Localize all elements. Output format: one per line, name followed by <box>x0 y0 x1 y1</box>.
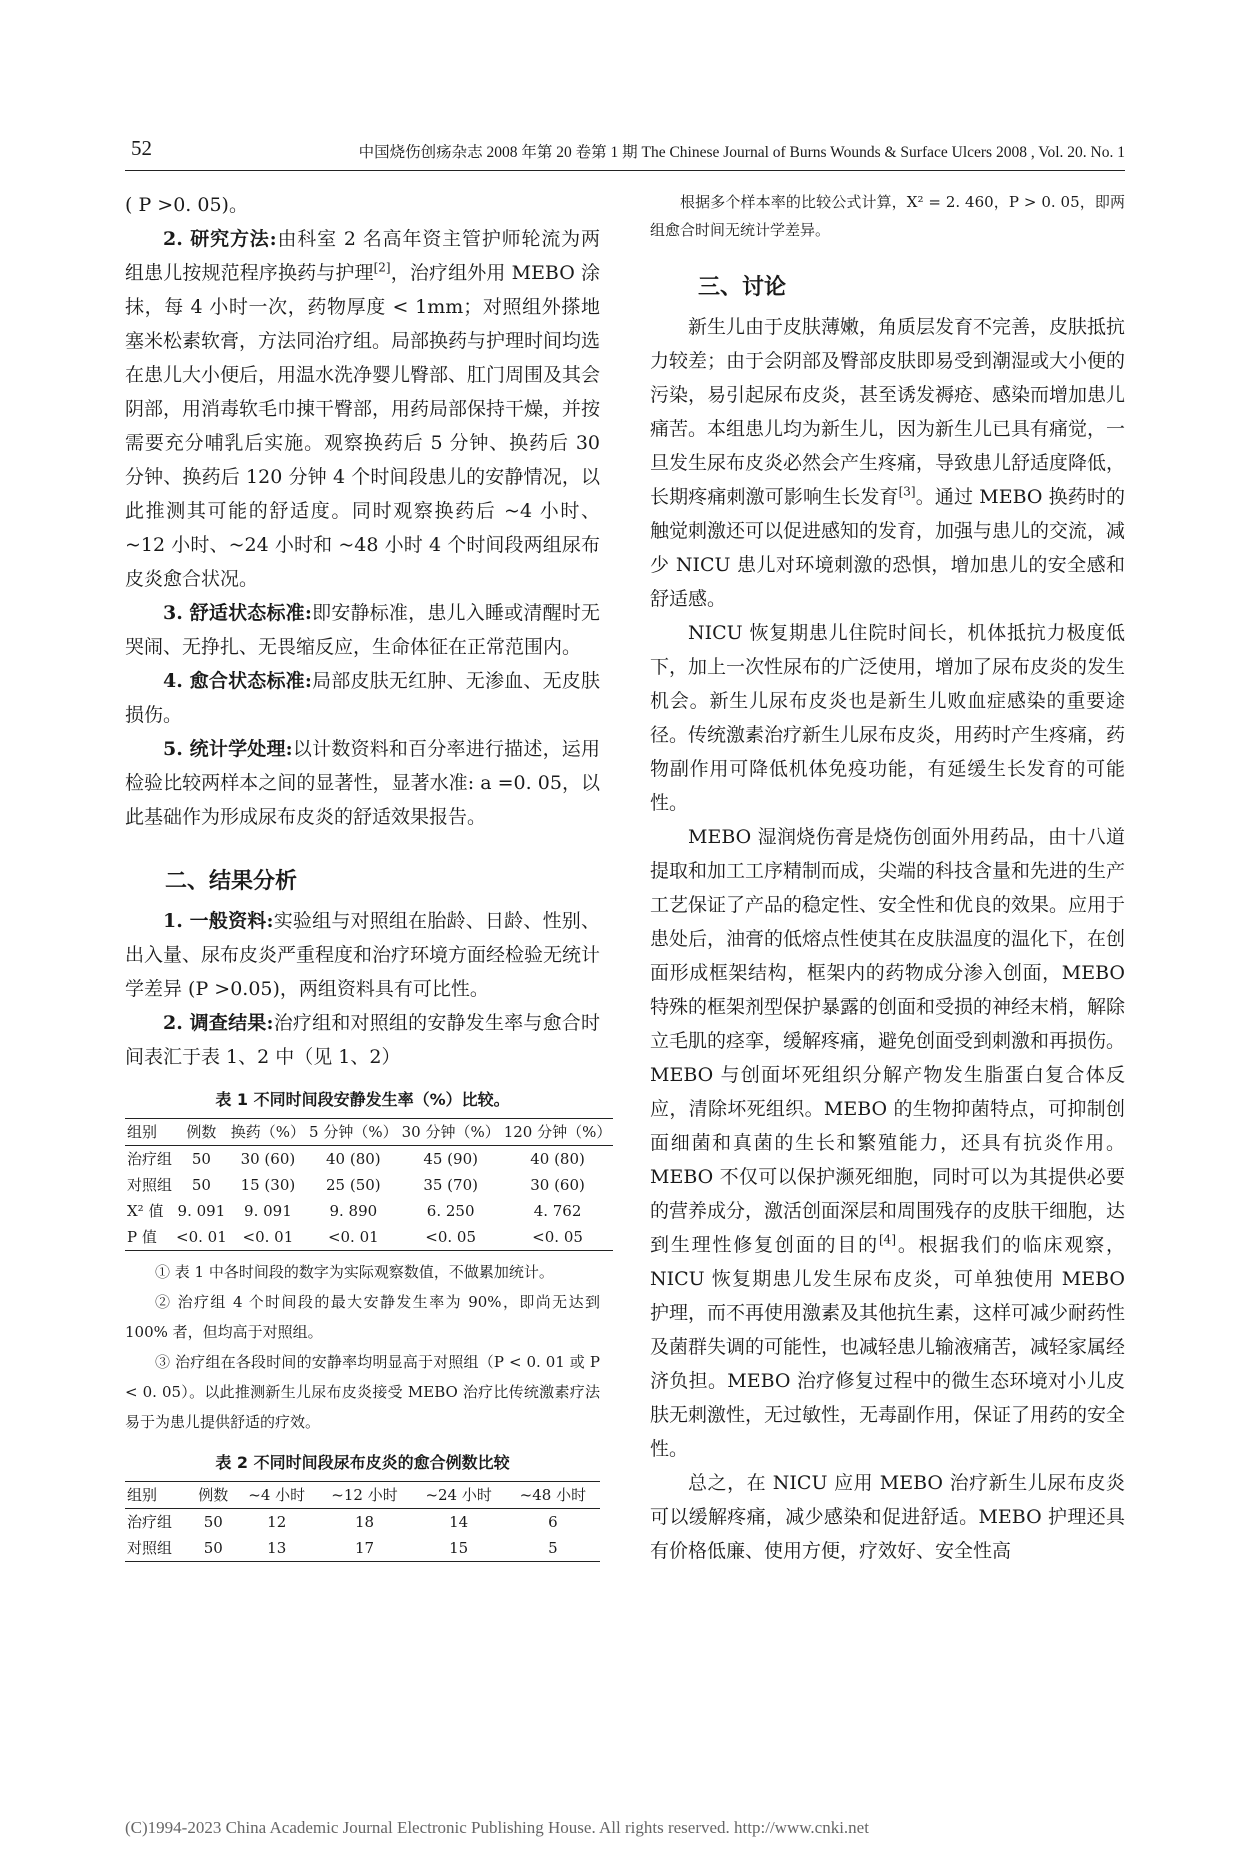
table-header-row <box>125 1482 600 1509</box>
paragraph-text: ，治疗组外用 MEBO 涂抹，每 4 小时一次，药物厚度 < 1mm；对照组外搽地塞米松素软膏，方法同治疗组。局部换药与护理时间均选在患儿大小便后，用温水洗净婴儿臀部、肛门周围及其会阴部，用消毒软毛巾㨂干臀部，用药局部保持干燥，并按需要充分哺乳后实施。观察换药后 5 分钟、换药后 30 分钟、换药后 120 分钟 4 个时间段患儿的安静情况，以此推测其可能的舒适度。同时观察换药后 ~4 小时、~12 小时、~24 小时和 ~48 小时 4 个时间段两组尿布皮炎愈合状况。 <box>125 262 601 590</box>
page-header <box>125 136 1125 171</box>
subsection-title: 1. 一般资料: <box>163 910 274 932</box>
table-cell: 50 <box>191 1150 211 1168</box>
table-cell: 40 (80) <box>325 1150 381 1168</box>
section-heading-discussion: 三、讨论 <box>698 274 787 300</box>
table-cell: 13 <box>267 1539 287 1557</box>
table-row <box>125 1224 613 1251</box>
subsection-title: 4. 愈合状态标准: <box>163 670 312 692</box>
table-header-cell: 组别 <box>125 1119 174 1146</box>
table-header-cell: ~48 小时 <box>506 1482 600 1509</box>
table-cell: 50 <box>191 1176 211 1194</box>
page-number: 52 <box>131 136 152 160</box>
right-column <box>650 188 1125 1568</box>
table-cell: 对照组 <box>127 1176 173 1194</box>
paragraph-text: 。通过 MEBO 换药时的触觉刺激还可以促进感知的发育，加强与患儿的交流，减少 NICU 患儿对环境刺激的恐惧，增加患儿的安全感和舒适感。 <box>650 486 1126 610</box>
table-cell: 6 <box>548 1513 558 1531</box>
table-cell: 45 (90) <box>423 1150 478 1168</box>
paragraph-significance: 根据多个样本率的比较公式计算，X² = 2. 460，P > 0. 05，即两组愈合时间无统计学差异。 <box>650 193 1125 239</box>
table-row <box>125 1172 613 1198</box>
table1 <box>125 1118 613 1251</box>
table-cell: 治疗组 <box>127 1150 173 1168</box>
table-note: ① 表 1 中各时间段的数字为实际观察数值，不做累加统计。 <box>155 1263 554 1281</box>
table-header-cell: 组别 <box>125 1482 191 1509</box>
table-cell: 治疗组 <box>127 1513 173 1531</box>
table-header-cell: ~24 小时 <box>412 1482 506 1509</box>
paragraph: ( P >0. 05)。 <box>125 194 248 216</box>
table-cell: 35 (70) <box>423 1176 478 1194</box>
paragraph-healing-standard <box>125 664 600 732</box>
paragraph-text: 局部皮肤无红肿、无渗血、无皮肤损伤。 <box>125 670 600 726</box>
table-header-cell: ~4 小时 <box>236 1482 317 1509</box>
paragraph-text: 即安静标准，患儿入睡或清醒时无哭闹、无挣扎、无畏缩反应，生命体征在正常范围内。 <box>125 602 600 658</box>
subsection-title: 2. 调查结果: <box>163 1012 274 1034</box>
table-cell: 15 (30) <box>240 1176 296 1194</box>
paragraph-statistics <box>125 732 600 834</box>
subsection-title: 3. 舒适状态标准: <box>163 602 312 624</box>
paragraph-survey-results <box>125 1006 600 1074</box>
subsection-title: 2. 研究方法: <box>163 228 277 250</box>
paragraph-text: 实验组与对照组在胎龄、日龄、性别、出入量、尿布皮炎严重程度和治疗环境方面经检验无统计学差异 (P >0.05)，两组资料具有可比性。 <box>125 910 601 1000</box>
table-row <box>125 1509 600 1536</box>
table-header-cell: 120 分钟（%） <box>502 1119 614 1146</box>
table-header-cell: 例数 <box>174 1119 229 1146</box>
paragraph-general-data <box>125 904 600 1006</box>
citation[interactable]: [4] <box>879 1232 896 1247</box>
table-cell: 50 <box>203 1539 223 1557</box>
paragraph-text: MEBO 湿润烧伤膏是烧伤创面外用药品，由十八道提取和加工工序精制而成，尖端的科技含量和先进的生产工艺保证了产品的稳定性、安全性和优良的效果。应用于患处后，油膏的低熔点性使其在皮肤温度的温化下，在创面形成框架结构，框架内的药物成分渗入创面，MEBO 特殊的框架剂型保护暴露的创面和受损的神经末梢，解除立毛肌的痉挛，缓解疼痛，避免创面受到刺激和再损伤。MEBO 与创面坏死组织分解产物发生脂蛋白复合体反应，清除坏死组织。MEBO 的生物抑菌特点，可抑制创面细菌和真菌的生长和繁殖能力，还具有抗炎作用。MEBO 不仅可以保护濒死细胞，同时可以为其提供必要的营养成分，激活创面深层和周围残存的皮肤干细胞，达到生理性修复创面的目的 <box>650 826 1126 1256</box>
table-cell: 30 (60) <box>240 1150 296 1168</box>
citation[interactable]: [3] <box>898 484 916 499</box>
table-cell: 50 <box>203 1513 223 1531</box>
table-cell: 9. 091 <box>177 1202 226 1220</box>
table-cell: 15 <box>449 1539 469 1557</box>
left-column <box>125 188 612 1562</box>
table-cell: 6. 250 <box>426 1202 475 1220</box>
table-cell: 18 <box>354 1513 375 1531</box>
table-cell: 17 <box>354 1539 375 1557</box>
table-header-cell: 换药（%） <box>229 1119 307 1146</box>
paragraph-text: 新生儿由于皮肤薄嫩，角质层发育不完善，皮肤抵抗力较差；由于会阴部及臀部皮肤即易受到潮湿或大小便的污染，易引起尿布皮炎，甚至诱发褥疮、感染而增加患儿痛苦。本组患儿均为新生儿，因为新生儿已具有痛觉，一旦发生尿布皮炎必然会产生疼痛，导致患儿舒适度降低，长期疼痛刺激可影响生长发育 <box>650 316 1126 508</box>
section-heading-results: 二、结果分析 <box>165 868 298 894</box>
journal-running-head: 中国烧伤创疡杂志 2008 年第 20 卷第 1 期 The Chinese Journal of Burns Wounds & Surface Ulcers 2008 , Vol. 20. No. 1 <box>358 144 1125 161</box>
paragraph-discussion-1 <box>650 310 1125 616</box>
table-cell: P 值 <box>127 1228 157 1246</box>
table-note: ③ 治疗组在各段时间的安静率均明显高于对照组（P < 0. 01 或 P < 0. 05）。以此推测新生儿尿布皮炎接受 MEBO 治疗比传统激素疗法易于为患儿提供舒适的疗效。 <box>125 1353 600 1431</box>
paragraph-comfort-standard <box>125 596 600 664</box>
paragraph-text: 。根据我们的临床观察，NICU 恢复期患儿发生尿布皮炎，可单独使用 MEBO 护理，而不再使用激素及其他抗生素，这样可减少耐药性及菌群失调的可能性，也减轻患儿输液痛苦，减轻家属经济负担。MEBO 治疗修复过程中的微生态环境对小儿皮肤无刺激性，无过敏性，无毒副作用，保证了用药的安全性。 <box>650 1234 1126 1460</box>
paragraph-text: 由科室 2 名高年资主管护师轮流为两组患儿按规范程序换药与护理 <box>125 228 600 284</box>
table-cell: 对照组 <box>127 1539 173 1557</box>
table-note: ② 治疗组 4 个时间段的最大安静发生率为 90%，即尚无达到 100% 者，但均高于对照组。 <box>125 1293 600 1341</box>
table-cell: <0. 05 <box>425 1228 477 1246</box>
table2-title: 表 2 不同时间段尿布皮炎的愈合例数比较 <box>215 1453 510 1472</box>
table-header-row <box>125 1119 613 1146</box>
table-cell: <0. 01 <box>242 1228 294 1246</box>
table-cell: 9. 091 <box>244 1202 292 1220</box>
paragraph-text: 治疗组和对照组的安静发生率与愈合时间表汇于表 1、2 中（见 1、2） <box>125 1012 600 1068</box>
table1-title: 表 1 不同时间段安静发生率（%）比较。 <box>215 1090 510 1109</box>
table-row <box>125 1146 613 1173</box>
table-cell: 30 (60) <box>530 1176 585 1194</box>
table-cell: 5 <box>548 1539 558 1557</box>
paragraph-discussion-3 <box>650 820 1125 1466</box>
table-cell: 9. 890 <box>329 1202 378 1220</box>
table-header-cell: 5 分钟（%） <box>307 1119 400 1146</box>
table-cell: 4. 762 <box>533 1202 582 1220</box>
table-cell: 40 (80) <box>530 1150 585 1168</box>
table-cell: 14 <box>449 1513 469 1531</box>
table-row <box>125 1198 613 1224</box>
table-cell: X² 值 <box>127 1202 164 1220</box>
copyright-footer: (C)1994-2023 China Academic Journal Electronic Publishing House. All rights reserved. http://www.cnki.net <box>125 1818 869 1837</box>
table-cell: <0. 01 <box>327 1228 379 1246</box>
paragraph-discussion-4: 总之，在 NICU 应用 MEBO 治疗新生儿尿布皮炎可以缓解疼痛，减少感染和促进舒适。MEBO 护理还具有价格低廉、使用方便，疗效好、安全性高 <box>650 1472 1125 1562</box>
table-header-cell: ~12 小时 <box>317 1482 411 1509</box>
table2 <box>125 1481 600 1562</box>
table1-notes <box>125 1257 600 1437</box>
table-row <box>125 1535 600 1562</box>
paragraph-text: 以计数资料和百分率进行描述，运用检验比较两样本之间的显著性，显著水准: a =0. 05，以此基础作为形成尿布皮炎的舒适效果报告。 <box>125 738 600 828</box>
table-cell: <0. 01 <box>176 1228 227 1246</box>
table-cell: 12 <box>267 1513 287 1531</box>
table-cell: <0. 05 <box>532 1228 583 1246</box>
table-header-cell: 30 分钟（%） <box>400 1119 502 1146</box>
paragraph-discussion-2: NICU 恢复期患儿住院时间长，机体抵抗力极度低下，加上一次性尿布的广泛使用，增加了尿布皮炎的发生机会。新生儿尿布皮炎也是新生儿败血症感染的重要途径。传统激素治疗新生儿尿布皮炎，用药时产生疼痛，药物副作用可降低机体免疫功能，有延缓生长发育的可能性。 <box>650 622 1126 814</box>
subsection-title: 5. 统计学处理: <box>163 738 293 760</box>
table-cell: 25 (50) <box>325 1176 381 1194</box>
citation[interactable]: [2] <box>373 260 391 275</box>
table-header-cell: 例数 <box>191 1482 236 1509</box>
paragraph-research-method <box>125 222 600 596</box>
